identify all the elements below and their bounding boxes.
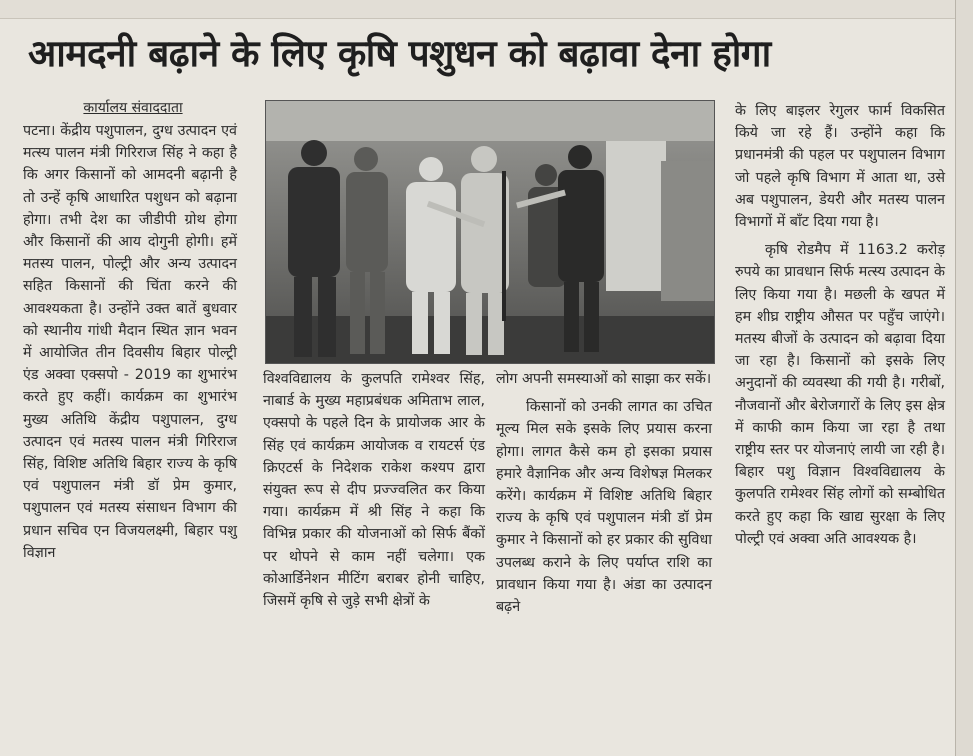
event-photo — [265, 100, 715, 364]
column-2-text: विश्वविद्यालय के कुलपति रामेश्वर सिंह, नाबार्ड के मुख्य महाप्रबंधक अमिताभ लाल, एक्सपो के पहले दिन के प्रायोजक आर के सिंह एवं कार्यक्रम आयोजक व रायटर्स एंड क्रिएटर्स के निदेशक राकेश कश्यप द्वारा संयुक्त रूप से दीप प्रज्ज्वलित कर किया गया। कार्यक्रम में श्री सिंह ने कहा कि विभिन्न प्रकार की योजनाओं को सिर्फ बैंकों पर थोपने से काम नहीं चलेगा। एक कोआर्डिनेशन मीटिंग बराबर होनी चाहिए, जिसमें कृषि से जुड़े सभी क्षेत्रों के — [263, 371, 485, 610]
column-3-text: किसानों को उनकी लागत का उचित मूल्य मिल सके इसके लिए प्रयास करना होगा। लागत कैसे कम हो इसका प्रयास हमारे वैज्ञानिक और अन्य विशेषज्ञ मिलकर करेंगे। कार्यक्रम में विशिष्ट अतिथि बिहार राज्य के कृषि एवं पशुपालन मंत्री डॉ प्रेम कुमार ने किसानों को हर प्रकार की सुविधा उपलब्ध कराने के लिए पर्याप्त राशि का प्रावधान किया गया है। अंडा का उत्पादन बढ़ने — [496, 399, 712, 616]
lamp-lighting-photo — [266, 101, 714, 363]
headline: आमदनी बढ़ाने के लिए कृषि पशुधन को बढ़ावा देना होगा — [28, 32, 771, 75]
column-4-intro: के लिए बाइलर रेगुलर फार्म विकसित किये जा रहे हैं। उन्होंने कहा कि प्रधानमंत्री की पहल पर पशुपालन विभाग जो पहले कृषि विभाग में आता था, उसे अब पशुपालन, डेयरी और मतस्य पालन विभागों में बाँट दिया गया है। — [735, 103, 945, 231]
previous-article-strip — [0, 0, 973, 19]
column-1-text: पटना। केंद्रीय पशुपालन, दुग्ध उत्पादन एवं मत्स्य पालन मंत्री गिरिराज सिंह ने कहा है कि अगर किसानों को आमदनी बढ़ानी है तो उन्हें कृषि आधारित पशुधन को बढ़ाना होगा। तभी देश का जीडीपी ग्रोथ होगा और किसानों की आय दोगुनी होगी। हमें मतस्य पालन, पोल्ट्री और अन्य उत्पादन सहित किसानों की चिंता करने की आवश्यकता है। उन्होंने उक्त बातें बुधवार को स्थानीय गांधी मैदान स्थित ज्ञान भवन में आयोजित तीन दिवसीय बिहार पोल्ट्री एंड अक्वा एक्सपो - 2019 का शुभारंभ करते हुए कहीं। कार्यक्रम का शुभारंभ मुख्य अतिथि केंद्रीय पशुपालन, दुग्ध उत्पादन एवं मतस्य पालन मंत्री गिरिराज सिंह, विशिष्ट अतिथि बिहार राज्य के कृषि एवं पशुपालन मंत्री डॉ प्रेम कुमार, पशुपालन एवं मतस्य संसाधन विभाग की प्रधान सचिव एन विजयलक्ष्मी, बिहार पशु विज्ञान — [23, 123, 237, 561]
article-column-4 — [735, 100, 945, 550]
column-3-intro: लोग अपनी समस्याओं को साझा कर सकें। — [496, 371, 712, 387]
article-column-3 — [496, 368, 712, 618]
byline: कार्यालय संवाददाता — [83, 100, 183, 116]
column-4-text: कृषि रोडमैप में 1163.2 करोड़ रुपये का प्रावधान सिर्फ मत्स्य उत्पादन के लिए किया गया है। मछली के खपत में हम शीघ्र राष्ट्रीय औसत पर पहुँच जाएंगे। मतस्य बीजों के उत्पादन को बढ़ावा दिया जा रहा है। किसानों को इसके लिए अनुदानों की व्यवस्था की गयी है। गरीबों, नौजवानों और बेरोजगारों के लिए इस क्षेत्र में काफी काम किया जा रहा है तथा राष्ट्रीय स्तर पर योजनाएं लायी जा रही है। बिहार पशु विज्ञान विश्वविद्यालय के कुलपति रामेश्वर सिंह लोगों को सम्बोधित करते हुए कहा कि खाद्य सुरक्षा के लिए पोल्ट्री एवं अक्वा अति आवश्यक है। — [735, 242, 946, 547]
article-column-2 — [263, 368, 485, 612]
article-column-1 — [23, 120, 237, 564]
adjacent-page-edge — [955, 0, 973, 756]
